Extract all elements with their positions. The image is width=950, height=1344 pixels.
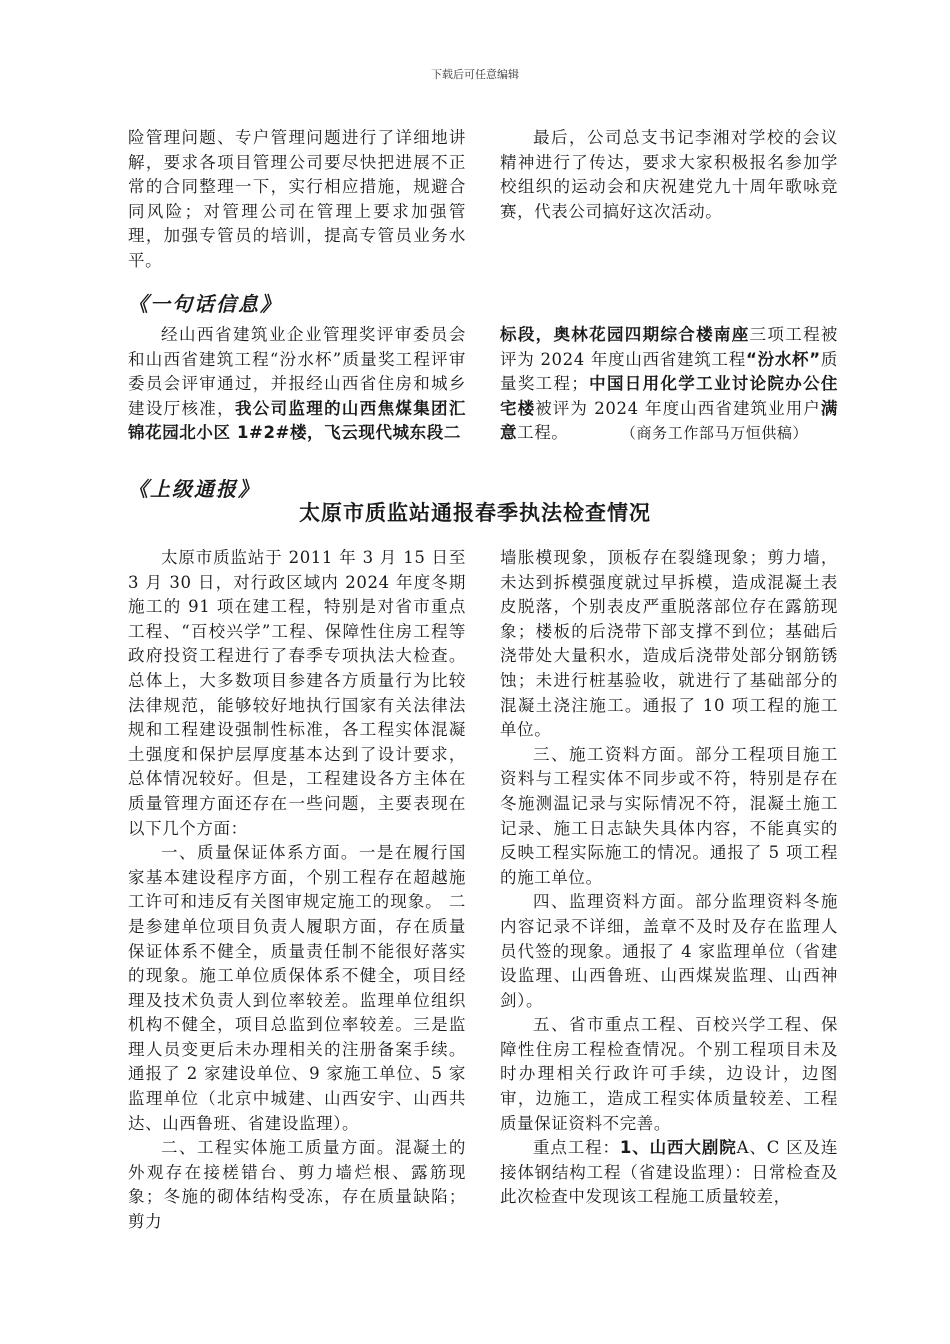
news-right-plain-1: 三项工程被评为 2024 年度山西省建筑工程 [500, 325, 839, 369]
news-heading: 《一句话信息》 [128, 292, 282, 316]
report-heading: 《上级通报》 [128, 477, 260, 501]
news-left-bold: 我公司监理的山西焦煤集团汇锦花园北小区 1#2#楼，飞云现代城东段二 [128, 398, 466, 443]
news-right-paragraph [500, 323, 838, 446]
top-right-column [500, 126, 838, 224]
news-right-bold-3: 中国日用化学工业讨论院办公住宅楼 [500, 374, 839, 418]
report-right-paragraph-1: 墙胀模现象，顶板存在裂缝现象；剪力墙，未达到拆模强度就过早拆模，造成混凝土表皮脱落，个别表皮严重脱落部位存在露筋现象；楼板的后浇带下部支撑不到位；基础后浇带处大量积水，造成后浇带处部分钢筋锈蚀；未进行桩基验收，就进行了基础部分的混凝土浇注施工。通报了 10 项工程的施工单位。 [500, 548, 838, 740]
key-project-rest: A、C 区及连接体钢结构工程（省建设监理）：日常检查及此次检查中发现该工程施工质量较差， [500, 1138, 838, 1207]
key-project-bold: 1、山西大剧院 [619, 1138, 737, 1158]
report-key-project-paragraph [500, 1136, 838, 1210]
news-right-bold-1: 标段，奥林花园四期综合楼南座 [500, 325, 750, 344]
report-title: 太原市质监站通报春季执法检查情况 [299, 501, 651, 525]
report-left-paragraph-1: 太原市质监站于 2011 年 3 月 15 日至 3 月 30 日，对行政区域内 2024 年度冬期施工的 91 项在建工程，特别是对省市重点工程、“百校兴学”工程、保障性住房工程等政府投资工程进行了春季专项执法大检查。总体上，大多数项目参建各方质量行为比较法律规范，能够较好地执行国家有关法律法规和工程建设强制性标准，各工程实体混凝土强度和保护层厚度基本达到了设计要求，总体情况较好。但是，工程建设各方主体在质量管理方面还存在一些问题，主要表现在以下几个方面： [128, 548, 466, 838]
news-left-column [128, 323, 466, 446]
report-left-paragraph-2: 一、质量保证体系方面。一是在履行国家基本建设程序方面，个别工程存在超越施工许可和违反有关图审规定施工的现象。 二是参建单位项目负责人履职方面，存在质量保证体系不健全，质量责任制不能很好落实的现象。施工单位质保体系不健全，项目经理及技术负责人到位率较差。监理单位组织机构不健全，项目总监到位率较差。三是监理人员变更后未办理相关的注册备案手续。通报了 2 家建设单位、9 家施工单位、5 家监理单位（北京中城建、山西安宇、山西共达、山西鲁班、省建设监理）。 [128, 843, 466, 1133]
report-right-paragraph-4: 五、省市重点工程、百校兴学工程、保障性住房工程检查情况。个别工程项目未及时办理相关行政许可手续，边设计，边图审，边施工，造成工程实体质量较差、工程质量保证资料不完善。 [500, 1015, 838, 1133]
news-right-bold-4: 满意 [500, 398, 838, 443]
news-right-plain-4: 工程。 [517, 423, 569, 443]
news-left-paragraph [128, 323, 466, 446]
report-left-paragraph-3: 二、工程实体施工质量方面。混凝土的外观存在接槎错台、剪力墙烂根、露筋现象；冬施的砌体结构受冻，存在质量缺陷；剪力 [128, 1138, 466, 1232]
key-project-label: 重点工程： [533, 1138, 620, 1158]
report-right-paragraph-2: 三、施工资料方面。部分工程项目施工资料与工程实体不同步或不符，特别是存在冬施测温记录与实际情况不符，混凝土施工记录、施工日志缺失具体内容，不能真实的反映工程实际施工的情况。通报了 5 项工程的施工单位。 [500, 744, 838, 887]
report-left-column [128, 546, 466, 1235]
news-credit: （商务工作部马万恒供稿） [628, 424, 809, 443]
news-left-plain: 经山西省建筑业企业管理奖评审委员会和山西省建筑工程“汾水杯”质量奖工程评审委员会评审通过，并报经山西省住房和城乡建设厅核准， [128, 325, 466, 418]
top-left-column [128, 126, 466, 274]
news-right-plain-2: 质量奖工程； [500, 349, 838, 394]
header-note: 下载后可任意编辑 [431, 68, 519, 81]
top-right-paragraph: 最后，公司总支书记李湘对学校的会议精神进行了传达，要求大家积极报名参加学校组织的运动会和庆祝建党九十周年歌咏竞赛，代表公司搞好这次活动。 [500, 128, 838, 221]
report-right-paragraph-3: 四、监理资料方面。部分监理资料冬施内容记录不详细，盖章不及时及存在监理人员代签的现象。通报了 4 家监理单位（省建设监理、山西鲁班、山西煤炭监理、山西神剑）。 [500, 892, 838, 1010]
report-right-column [500, 546, 838, 1210]
news-right-bold-2: “汾水杯” [746, 349, 821, 369]
top-left-paragraph: 险管理问题、专户管理问题进行了详细地讲解，要求各项目管理公司要尽快把进展不正常的合同整理一下，实行相应措施，规避合同风险；对管理公司在管理上要求加强管理，加强专管员的培训，提高专管员业务水平。 [128, 128, 466, 270]
news-right-plain-3: 被评为 2024 年度山西省建筑业用户 [535, 398, 821, 418]
news-right-column [500, 323, 838, 446]
